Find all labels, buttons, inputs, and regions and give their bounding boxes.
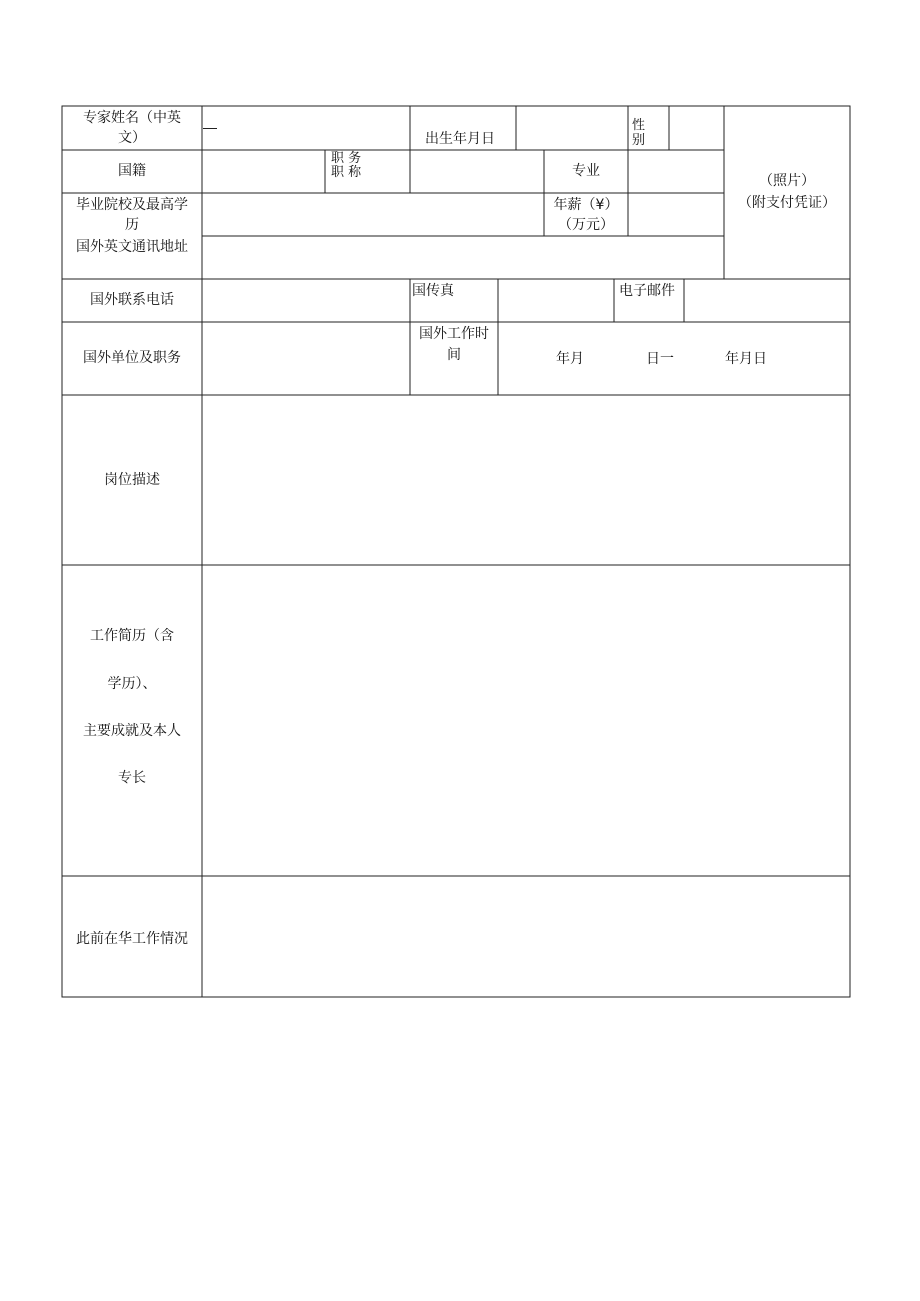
label-resume-line4: 专长 xyxy=(118,770,146,786)
label-work-time-line1: 国外工作时 xyxy=(419,326,489,342)
label-photo-line1: （照片） xyxy=(759,173,815,189)
label-position-line1: 职 务 xyxy=(331,151,362,166)
label-birth-date: 出生年月日 xyxy=(425,131,495,147)
label-work-time-line2: 间 xyxy=(447,347,461,363)
label-resume-line1: 工作简历（含 xyxy=(90,628,174,644)
label-expert-name-line2: 文） xyxy=(118,130,146,146)
label-period-mid: 日一 xyxy=(646,351,674,367)
label-major: 专业 xyxy=(572,163,600,179)
name-field-dash xyxy=(203,128,217,129)
label-period-start: 年月 xyxy=(556,351,584,367)
label-salary-line2: （万元） xyxy=(558,217,614,233)
label-job-description: 岗位描述 xyxy=(104,472,160,488)
label-resume-line2: 学历）、 xyxy=(107,676,157,692)
label-employer: 国外单位及职务 xyxy=(83,350,181,366)
label-expert-name-line1: 专家姓名（中英 xyxy=(83,110,181,126)
label-photo-line2: （附支付凭证） xyxy=(738,195,836,211)
label-education-line1: 毕业院校及最高学 xyxy=(76,197,188,213)
label-resume-line3: 主要成就及本人 xyxy=(83,723,181,739)
label-gender-line2: 别 xyxy=(632,133,646,148)
label-position-line2: 职 称 xyxy=(331,165,362,180)
label-education-line2: 历 xyxy=(125,217,139,233)
label-gender-line1: 性 xyxy=(632,118,646,133)
label-nationality: 国籍 xyxy=(118,163,146,179)
label-phone: 国外联系电话 xyxy=(90,292,174,308)
label-fax: 国传真 xyxy=(412,283,454,299)
label-email: 电子邮件 xyxy=(619,283,675,299)
label-address: 国外英文通讯地址 xyxy=(76,239,188,255)
label-period-end: 年月日 xyxy=(725,351,767,367)
label-salary-line1: 年薪（¥） xyxy=(553,197,619,213)
label-prior-china-work: 此前在华工作情况 xyxy=(76,931,188,947)
